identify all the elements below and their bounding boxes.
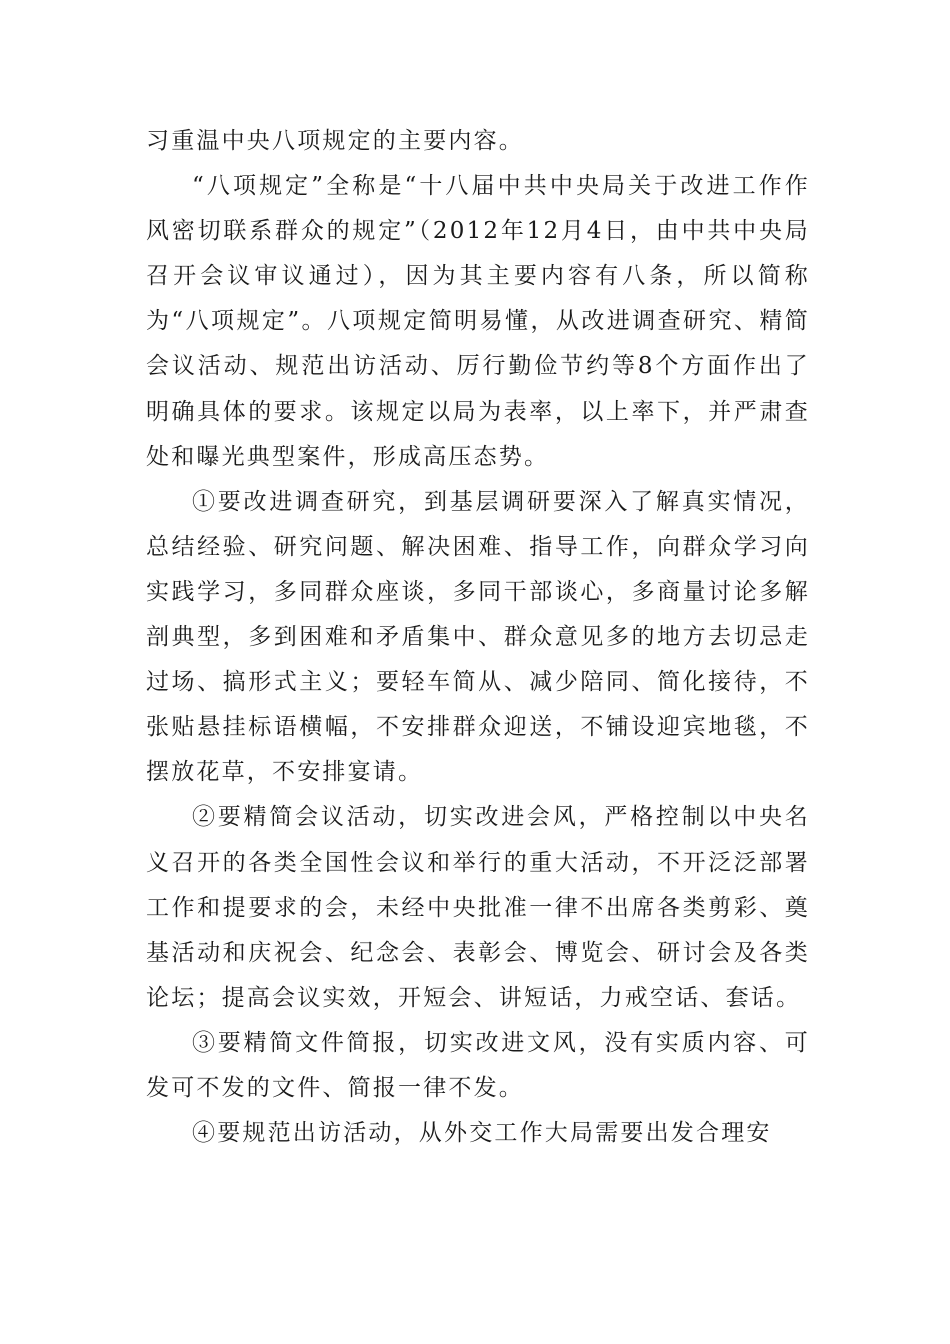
paragraph-rule-3-documents: ③要精简文件简报，切实改进文风，没有实质内容、可发可不发的文件、简报一律不发。 [146,1029,810,1101]
paragraph-eight-rules-overview: “八项规定”全称是“十八届中共中央局关于改进工作作风密切联系群众的规定”（2012年12月4日，由中共中央局召开会议审议通过），因为其主要内容有八条，所以简称为“八项规定”。八项规定简明易懂，从改进调查研究、精简会议活动、规范出访活动、厉行勤俭节约等8个方面作出了明确具体的要求。该规定以局为表率，以上率下，并严肃查处和曝光典型案件，形成高压态势。 [146,173,810,470]
paragraph-rule-1-research: ①要改进调查研究，到基层调研要深入了解真实情况，总结经验、研究问题、解决困难、指导工作，向群众学习向实践学习，多同群众座谈，多同干部谈心，多商量讨论多解剖典型，多到困难和矛盾集中、群众意见多的地方去切忌走过场、搞形式主义；要轻车简从、减少陪同、简化接待，不张贴悬挂标语横幅，不安排群众迎送，不铺设迎宾地毯，不摆放花草，不安排宴请。 [146,488,810,786]
paragraph-rule-2-meetings: ②要精简会议活动，切实改进会风，严格控制以中央名义召开的各类全国性会议和举行的重大活动，不开泛泛部署工作和提要求的会，未经中央批准一律不出席各类剪彩、奠基活动和庆祝会、纪念会、表彰会、博览会、研讨会及各类论坛；提高会议实效，开短会、讲短话，力戒空话、套话。 [146,804,810,1011]
paragraph-rule-4-visits: ④要规范出访活动，从外交工作大局需要出发合理安 [192,1120,772,1147]
body-text [146,119,810,1156]
paragraph-intro-continuation: 习重温中央八项规定的主要内容。 [146,128,524,154]
